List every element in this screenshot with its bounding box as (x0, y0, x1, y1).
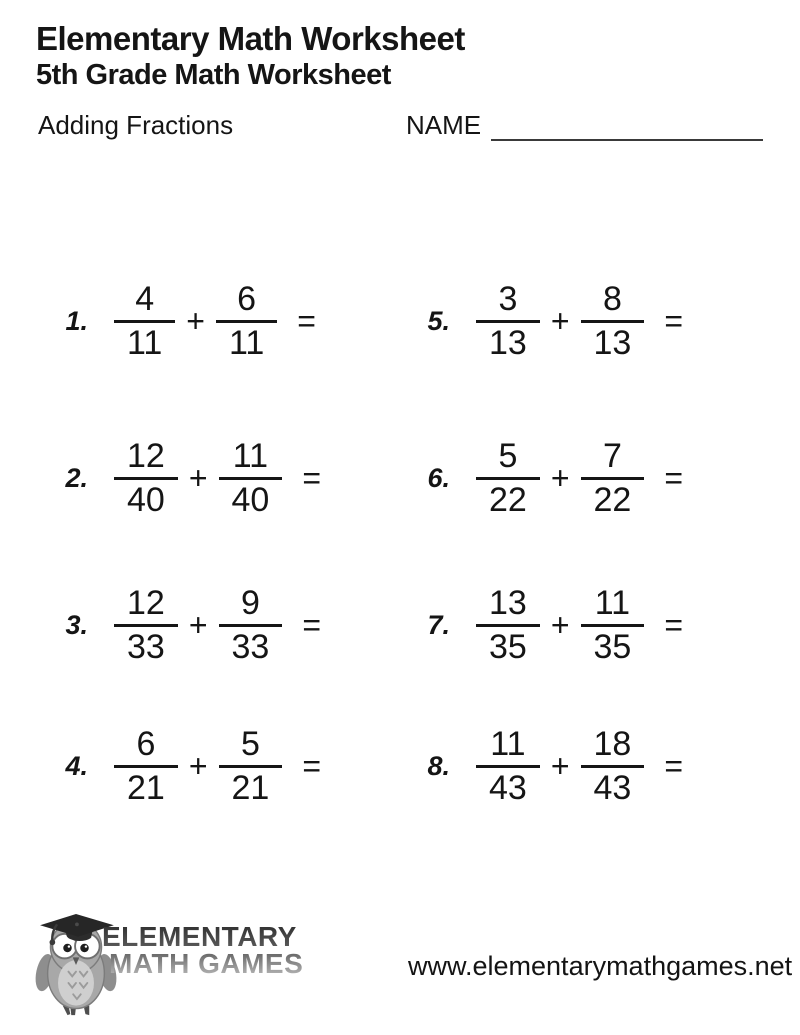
fraction-bar (114, 477, 178, 480)
fraction-bar (219, 765, 283, 768)
problem-number: 6. (427, 463, 450, 493)
fraction-first (476, 438, 540, 518)
fraction-bar (114, 624, 178, 627)
fraction-denominator: 11 (228, 323, 265, 362)
problem-number: 2. (65, 463, 88, 493)
problem-5 (410, 281, 752, 361)
problems-grid (48, 240, 752, 837)
fraction-denominator: 35 (593, 627, 632, 666)
equals-sign: = (302, 606, 322, 643)
plus-sign: + (188, 747, 208, 784)
name-field (406, 110, 763, 141)
fraction-bar (581, 624, 645, 627)
fraction-first (476, 281, 540, 361)
fraction-denominator: 21 (231, 768, 270, 807)
fraction-denominator: 22 (593, 481, 632, 519)
fraction-denominator: 35 (489, 627, 527, 666)
footer (0, 905, 800, 1025)
plus-sign: + (550, 302, 570, 339)
problem-number: 1. (65, 305, 88, 336)
fraction-denominator: 22 (489, 481, 527, 519)
plus-sign: + (550, 747, 570, 784)
problem-2 (48, 438, 410, 518)
fraction-denominator: 21 (127, 768, 165, 807)
plus-sign: + (186, 302, 205, 339)
fraction-second (219, 726, 283, 806)
equals-sign: = (664, 747, 684, 784)
fraction-numerator: 11 (232, 437, 269, 476)
fraction-numerator: 11 (490, 724, 526, 763)
fraction-numerator: 11 (594, 583, 631, 622)
fraction-numerator: 8 (602, 279, 622, 318)
fraction-numerator: 9 (240, 583, 260, 622)
fraction-second (219, 585, 283, 665)
name-label: NAME (406, 110, 482, 140)
fraction-bar (581, 477, 645, 480)
fraction-numerator: 5 (240, 724, 260, 763)
fraction-denominator: 43 (593, 768, 632, 807)
fraction-denominator: 13 (489, 323, 527, 362)
fraction-second (581, 726, 645, 806)
logo-line-2: MATH GAMES (109, 948, 304, 980)
name-blank-line (491, 113, 763, 141)
fraction-bar (476, 765, 540, 768)
logo-wordmark (102, 923, 303, 978)
problem-3 (48, 585, 410, 665)
fraction-bar (216, 320, 277, 323)
fraction-numerator: 4 (135, 279, 155, 318)
fraction-second (581, 281, 645, 361)
fraction-denominator: 13 (593, 323, 632, 362)
fraction-second (216, 281, 277, 361)
fraction-bar (476, 624, 540, 627)
fraction-second (219, 438, 283, 518)
problem-1 (48, 281, 410, 361)
plus-sign: + (550, 606, 570, 643)
header (36, 20, 764, 93)
fraction-bar (581, 320, 645, 323)
fraction-bar (581, 765, 645, 768)
logo-line-1: ELEMENTARY (102, 921, 297, 952)
fraction-first (114, 281, 175, 361)
equals-sign: = (664, 302, 684, 339)
fraction-numerator: 6 (237, 279, 257, 318)
fraction-bar (476, 320, 540, 323)
fraction-denominator: 11 (127, 323, 163, 362)
problem-number: 7. (427, 609, 450, 640)
fraction-numerator: 12 (127, 583, 165, 622)
problem-number: 4. (65, 750, 88, 781)
equals-sign: = (664, 460, 684, 496)
fraction-first (476, 726, 540, 806)
fraction-denominator: 33 (231, 627, 270, 666)
worksheet-topic: Adding Fractions (38, 110, 234, 140)
problem-number: 5. (427, 305, 450, 336)
fraction-numerator: 6 (136, 724, 156, 763)
problem-7 (410, 585, 752, 665)
equals-sign: = (297, 302, 316, 339)
page-subtitle: 5th Grade Math Worksheet (36, 58, 391, 91)
equals-sign: = (664, 606, 684, 643)
fraction-numerator: 3 (498, 279, 518, 318)
fraction-first (114, 726, 178, 806)
equals-sign: = (302, 460, 322, 496)
fraction-bar (219, 477, 283, 480)
fraction-bar (114, 765, 178, 768)
fraction-denominator: 40 (231, 481, 270, 519)
fraction-numerator: 7 (602, 437, 622, 476)
fraction-second (581, 438, 645, 518)
problem-number: 8. (427, 750, 450, 781)
website-url: www.elementarymathgames.net (408, 951, 793, 981)
fraction-denominator: 40 (127, 481, 165, 519)
plus-sign: + (550, 460, 570, 496)
plus-sign: + (188, 460, 208, 496)
equals-sign: = (302, 747, 322, 784)
fraction-denominator: 43 (489, 768, 527, 807)
fraction-bar (219, 624, 283, 627)
fraction-denominator: 33 (127, 627, 165, 666)
fraction-second (581, 585, 645, 665)
fraction-first (114, 585, 178, 665)
page-title: Elementary Math Worksheet (36, 20, 465, 57)
fraction-numerator: 18 (593, 724, 632, 763)
fraction-numerator: 5 (498, 437, 518, 476)
problem-4 (48, 726, 410, 806)
plus-sign: + (188, 606, 208, 643)
fraction-first (114, 438, 178, 518)
fraction-first (476, 585, 540, 665)
fraction-numerator: 12 (127, 437, 165, 476)
problem-number: 3. (65, 609, 88, 640)
fraction-bar (476, 477, 540, 480)
fraction-bar (114, 320, 175, 323)
fraction-numerator: 13 (489, 583, 527, 622)
problem-8 (410, 726, 752, 806)
problem-6 (410, 438, 752, 518)
